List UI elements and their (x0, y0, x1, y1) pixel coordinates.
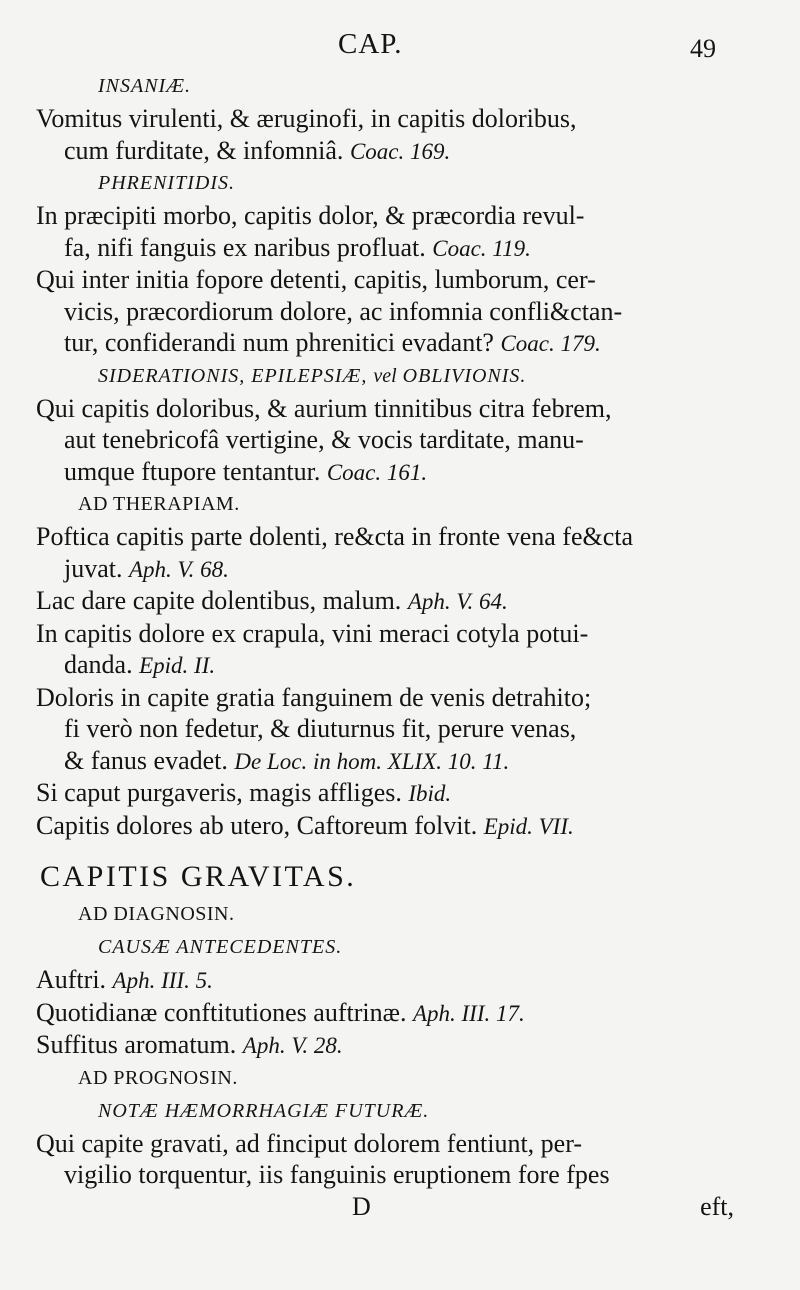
text-line: In capitis dolore ex crapula, vini meraci cotyla potui- (36, 618, 589, 648)
text-line (30, 997, 742, 1030)
text-line: Qui inter initia fopore detenti, capitis, lumborum, cer- (36, 265, 596, 294)
citation: De Loc. in hom. XLIX. 10. 11. (234, 748, 510, 774)
text-line (30, 456, 742, 489)
text-line: Doloris in capite gratia fanguinem de venis detrahito; (36, 682, 592, 712)
text-run: umque ftupore tentantur. (64, 456, 321, 486)
text-line (30, 964, 742, 997)
text-line (30, 649, 742, 682)
page-footer (30, 1191, 742, 1223)
text-run: Si caput purgaveris, magis affliges. (36, 778, 402, 807)
citation: Coac. 169. (349, 138, 451, 164)
text-run: Suffitus aromatum. (36, 1030, 237, 1059)
text-run: Lac dare capite dolentibus, malum. (36, 586, 402, 615)
text-run: Quotidianæ conftitutiones auftrinæ. (36, 997, 407, 1027)
citation: Aph. V. 68. (129, 556, 229, 582)
heading-part: SIDERATIONIS, EPILEPSIÆ, (98, 364, 368, 387)
text-line: fi verò non fedetur, & diuturnus fit, perure venas, (64, 714, 577, 743)
text-run: danda. (64, 650, 133, 679)
text-run: Capitis dolores ab utero, Caftoreum folvit. (36, 810, 478, 840)
signature-mark: D (352, 1191, 371, 1221)
citation: Ibid. (408, 781, 452, 806)
text-line: aut tenebricofâ vertigine, & vocis tarditate, manu- (64, 425, 584, 454)
text-line: vigilio torquentur, iis fanguinis eruptionem fore fpes (64, 1160, 610, 1189)
citation: Aph. V. 28. (242, 1033, 343, 1058)
text-line (30, 745, 742, 778)
subheading-prognosin: AD PROGNOSIN. (78, 1066, 238, 1089)
text-run: Auftri. (36, 965, 107, 994)
citation: Aph. V. 64. (407, 589, 508, 614)
chapter-heading-gravitas: CAPITIS GRAVITAS. (40, 860, 357, 893)
page-number: 49 (690, 34, 716, 63)
citation: Coac. 161. (326, 459, 428, 485)
text-line: Qui capite gravati, ad finciput dolorem fentiunt, per- (36, 1128, 583, 1158)
citation: Aph. III. 17. (412, 1000, 525, 1026)
citation: Aph. III. 5. (112, 968, 213, 993)
citation: Epid. VII. (483, 813, 574, 839)
citation: Epid. II. (139, 653, 216, 678)
text-run: tur, confiderandi num phrenitici evadant? (64, 328, 494, 357)
text-line (30, 810, 742, 843)
running-head: CAP. (338, 28, 403, 60)
citation: Coac. 179. (500, 331, 601, 356)
text-line (30, 135, 742, 168)
text-run: juvat. (64, 553, 123, 583)
heading-part: OBLIVIONIS. (402, 364, 527, 387)
subheading-notae: NOTÆ HÆMORRHAGIÆ FUTURÆ. (98, 1099, 430, 1122)
text-line (30, 553, 742, 586)
text-line (30, 1029, 742, 1062)
page-header (0, 28, 800, 68)
text-run: & fanus evadet. (64, 745, 228, 775)
text-line (30, 585, 742, 618)
page-body (30, 70, 742, 1222)
text-line (30, 327, 742, 360)
text-line: In præcipiti morbo, capitis dolor, & præcordia revul- (36, 201, 585, 230)
citation: Coac. 119. (432, 235, 531, 261)
catchword: eft, (700, 1191, 734, 1221)
text-line: Poftica capitis parte dolenti, re&cta in fronte vena fe&cta (36, 522, 634, 551)
text-line: vicis, præcordiorum dolore, ac infomnia confli&ctan- (64, 296, 623, 326)
section-heading-insaniae: INSANIÆ. (98, 75, 191, 97)
heading-conjunction: vel (373, 364, 397, 387)
text-run: fa, nifi fanguis ex naribus profluat. (64, 232, 426, 262)
subheading-causae: CAUSÆ ANTECEDENTES. (98, 936, 343, 958)
text-line (30, 232, 742, 265)
text-run: cum furditate, & infomniâ. (64, 135, 344, 165)
section-heading-phrenitidis: PHRENITIDIS. (98, 172, 235, 194)
subheading-diagnosin: AD DIAGNOSIN. (78, 903, 235, 925)
text-line: Vomitus virulenti, & æruginofi, in capitis doloribus, (36, 104, 577, 133)
section-heading-therapiam: AD THERAPIAM. (78, 493, 240, 515)
section-heading-sideration (30, 360, 742, 393)
text-line (30, 777, 742, 810)
text-line: Qui capitis doloribus, & aurium tinnitibus citra febrem, (36, 393, 612, 423)
